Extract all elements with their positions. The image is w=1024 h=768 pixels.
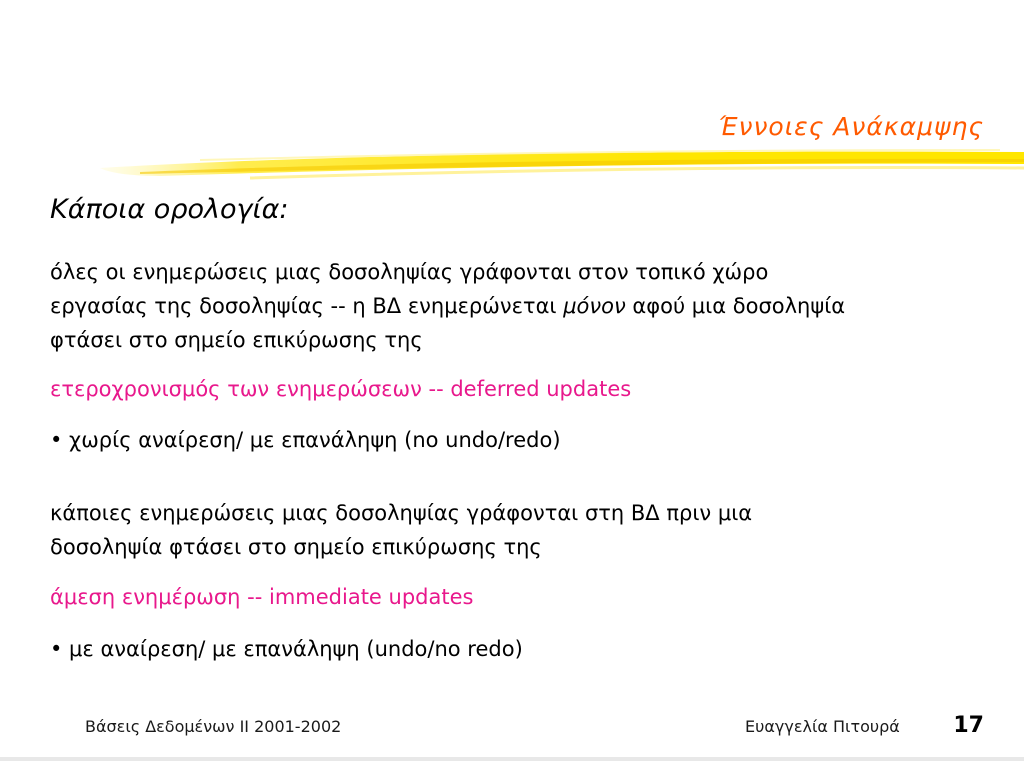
yellow-brush-stroke (0, 138, 1024, 188)
emphasis-text: μόνον (563, 294, 626, 318)
text-line: δοσοληψία φτάσει στο σημείο επικύρωσης της (50, 535, 542, 559)
paragraph-all-updates (50, 255, 845, 357)
text-line (50, 289, 845, 323)
text-line: όλες οι ενημερώσεις μιας δοσοληψίας γράφονται στον τοπικό χώρο (50, 260, 769, 284)
text-span: αφού μια δοσοληψία (625, 294, 846, 318)
footer-author: Ευαγγελία Πιτουρά (745, 717, 900, 736)
bullet-no-undo-redo: • χωρίς αναίρεση/ με επανάληψη (no undo/redo) (50, 428, 561, 452)
paragraph-some-updates (50, 496, 752, 564)
footer-course: Βάσεις Δεδομένων ΙΙ 2001-2002 (85, 717, 342, 736)
slide-title: Έννοιες Ανάκαμψης (718, 112, 984, 141)
text-line: φτάσει στο σημείο επικύρωσης της (50, 328, 423, 352)
term-deferred-updates: ετεροχρονισμός των ενημερώσεων -- deferred updates (50, 377, 632, 401)
term-immediate-updates: άμεση ενημέρωση -- immediate updates (50, 585, 474, 609)
bullet-undo-no-redo: • με αναίρεση/ με επανάληψη (undo/no redo) (50, 637, 523, 661)
text-span: εργασίας της δοσοληψίας -- η ΒΔ ενημερώνεται (50, 294, 564, 318)
bottom-divider (0, 757, 1024, 761)
text-line: κάποιες ενημερώσεις μιας δοσοληψίας γράφονται στη ΒΔ πριν μια (50, 501, 753, 525)
page-number: 17 (953, 713, 984, 738)
slide-heading: Κάποια ορολογία: (50, 194, 289, 225)
